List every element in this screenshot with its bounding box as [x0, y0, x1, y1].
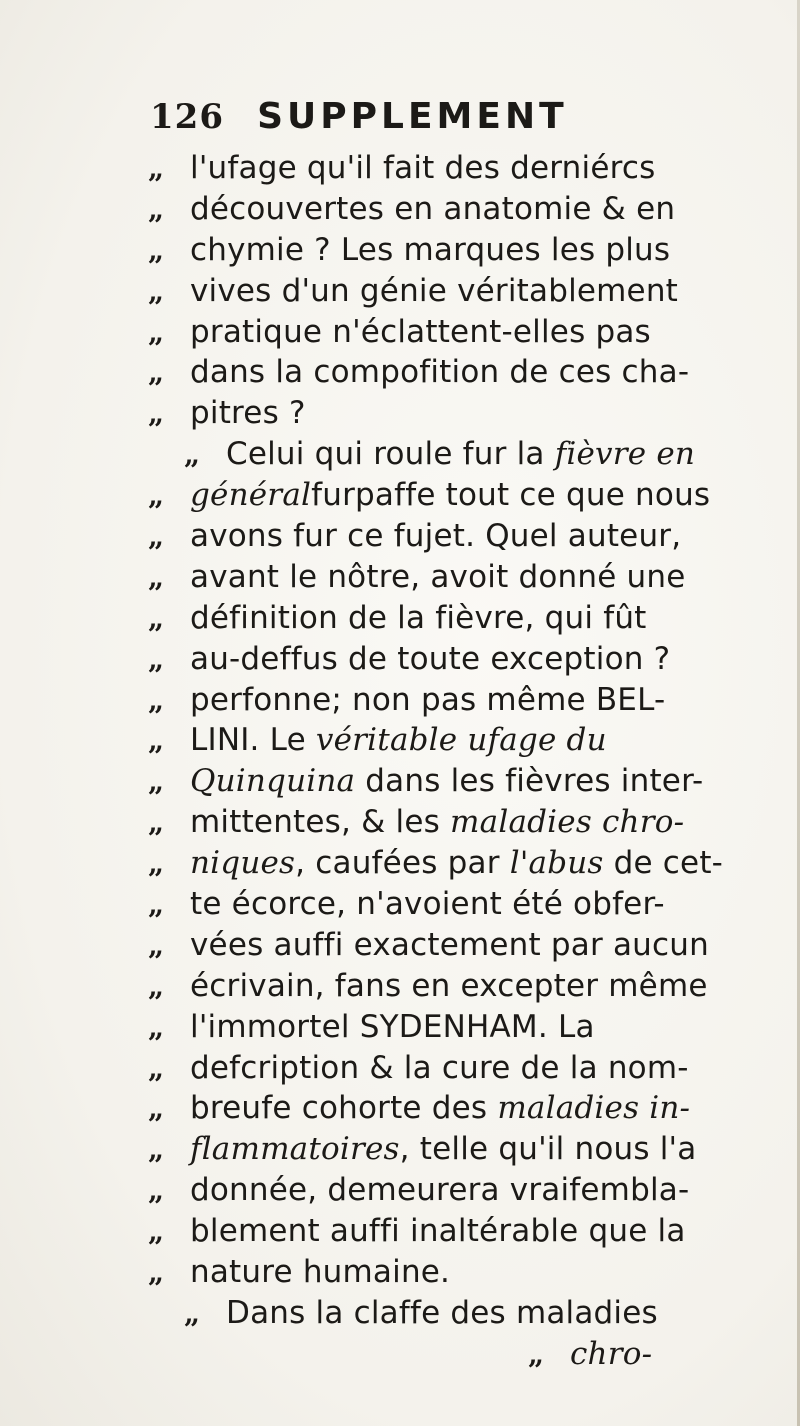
text-segment: perfonne; non pas même BEL-: [190, 681, 666, 718]
text-line: [148, 1129, 748, 1170]
quotation-mark: „: [148, 601, 165, 635]
text-segment: te écorce, n'avoient été obfer-: [190, 886, 665, 923]
italic-text: flammatoires: [190, 1131, 400, 1168]
page-header: [150, 96, 568, 137]
italic-text: l'abus: [509, 845, 604, 882]
text-segment: , telle qu'il nous l'a: [399, 1131, 697, 1168]
italic-text: fièvre en: [554, 436, 696, 473]
text-line: [148, 393, 748, 434]
text-line: [148, 1048, 748, 1089]
text-segment: , caufées par: [295, 845, 510, 882]
quotation-mark: „: [148, 928, 165, 962]
quotation-mark: „: [148, 315, 165, 349]
text-line: [148, 843, 748, 884]
text-segment: avons fur ce fujet. Quel auteur,: [190, 518, 682, 555]
quotation-mark: „: [148, 1215, 165, 1249]
quotation-mark: „: [148, 724, 165, 758]
quotation-mark: „: [184, 1296, 201, 1330]
text-segment: vées auffi exactement par aucun: [190, 926, 709, 963]
quotation-mark: „: [148, 152, 165, 185]
text-line: [148, 1211, 748, 1252]
text-segment: Dans la claffe des maladies: [226, 1294, 658, 1331]
quotation-mark: „: [148, 1256, 165, 1290]
quotation-mark: „: [148, 560, 165, 594]
text-segment: avant le nôtre, avoit donné une: [190, 558, 686, 595]
italic-text: général: [190, 477, 312, 514]
italic-text: Quinquina: [190, 763, 356, 800]
text-line: [148, 516, 748, 557]
text-segment: au-deffus de toute exception ?: [190, 640, 671, 677]
quotation-mark: „: [148, 765, 165, 799]
text-line: [148, 598, 748, 639]
text-segment: blement auffi inaltérable que la: [190, 1213, 686, 1250]
text-line: [148, 312, 748, 353]
text-line: [148, 148, 748, 189]
text-line: [148, 761, 748, 802]
quotation-mark: „: [148, 192, 165, 226]
text-segment: donnée, demeurera vraifembla-: [190, 1172, 690, 1209]
text-segment: dans les fièvres inter-: [355, 763, 704, 800]
text-line: [148, 352, 748, 393]
quotation-mark: „: [528, 1337, 545, 1371]
text-segment: breufe cohorte des: [190, 1090, 498, 1127]
italic-text: maladies chro-: [450, 804, 685, 841]
body-text: [148, 148, 748, 1375]
page-number: 126: [150, 97, 224, 137]
text-line: [148, 720, 748, 761]
quotation-mark: „: [148, 1133, 165, 1167]
text-line: [148, 475, 748, 516]
text-segment: l'ufage qu'il fait des derniércs: [190, 150, 656, 186]
quotation-mark: „: [148, 233, 165, 267]
text-segment: defcription & la cure de la nom-: [190, 1049, 689, 1086]
quotation-mark: „: [148, 1092, 165, 1126]
text-line: [148, 1007, 748, 1048]
quotation-mark: „: [148, 520, 165, 554]
italic-text: véritable ufage du: [315, 722, 607, 759]
running-head: SUPPLEMENT: [257, 96, 568, 137]
quotation-mark: „: [148, 274, 165, 308]
text-segment: pitres ?: [190, 395, 306, 432]
text-line: [148, 680, 748, 721]
text-line: [148, 189, 748, 230]
quotation-mark: „: [148, 356, 165, 390]
quotation-mark: „: [148, 683, 165, 717]
text-segment: chymie ? Les marques les plus: [190, 231, 671, 268]
quotation-mark: „: [148, 888, 165, 922]
quotation-mark: „: [148, 642, 165, 676]
text-segment: définition de la fièvre, qui fût: [190, 599, 647, 636]
text-line: [148, 639, 748, 680]
text-line: [148, 802, 748, 843]
italic-text: niques: [190, 845, 296, 882]
quotation-mark: „: [148, 1051, 165, 1085]
text-segment: nature humaine.: [190, 1254, 451, 1291]
text-segment: pratique n'éclattent-elles pas: [190, 313, 651, 350]
quotation-mark: „: [148, 1174, 165, 1208]
quotation-mark: „: [148, 479, 165, 513]
text-line: [148, 1088, 748, 1129]
text-line: [148, 1170, 748, 1211]
quotation-mark: „: [184, 438, 201, 472]
text-line: [148, 434, 748, 475]
italic-text: maladies in-: [497, 1090, 691, 1127]
text-segment: écrivain, fans en excepter même: [190, 967, 708, 1004]
quotation-mark: „: [148, 806, 165, 840]
text-line: [148, 271, 748, 312]
quotation-mark: „: [148, 397, 165, 431]
text-segment: vives d'un génie véritablement: [190, 272, 679, 309]
catchword-line: [148, 1334, 748, 1375]
quotation-mark: „: [148, 969, 165, 1003]
text-line: [148, 557, 748, 598]
text-segment: mittentes, & les: [190, 804, 451, 841]
text-segment: l'immortel SYDENHAM. La: [190, 1008, 595, 1045]
text-segment: découvertes en anatomie & en: [190, 190, 676, 227]
text-segment: Celui qui roule fur la: [226, 436, 555, 473]
text-line: [148, 1293, 748, 1334]
italic-text: chro-: [570, 1335, 653, 1372]
text-segment: furpaffe tout ce que nous: [311, 477, 711, 514]
text-line: [148, 884, 748, 925]
text-line: [148, 966, 748, 1007]
text-segment: de cet-: [603, 845, 724, 882]
text-segment: dans la compofition de ces cha-: [190, 354, 690, 391]
text-line: [148, 230, 748, 271]
quotation-mark: „: [148, 847, 165, 881]
text-line: [148, 1252, 748, 1293]
quotation-mark: „: [148, 1010, 165, 1044]
text-line: [148, 925, 748, 966]
text-segment: LINI. Le: [190, 722, 316, 759]
